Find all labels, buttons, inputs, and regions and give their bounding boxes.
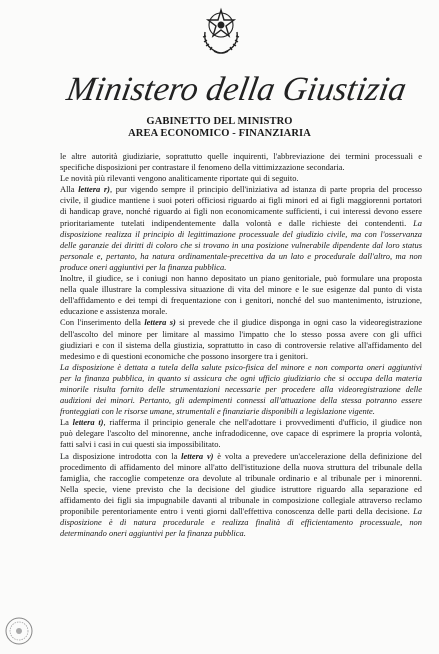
text-line: dell'ascolto del minore per limitare al massimo l'impatto che lo stesso possa avere con gli uffici: [60, 328, 422, 339]
text-line: Inoltre, il giudice, se i coniugi non hanno depositato un piano genitoriale, può formulare una proposta: [60, 273, 422, 284]
logo-text: Ministero della Giustizia: [63, 70, 410, 108]
text-line: educazione e assistenza morale.: [60, 306, 168, 317]
text-line: le altre autorità giudiziarie, soprattutto quelle inquirenti, l'abbreviazione dei termini processuali e: [60, 151, 422, 161]
ministry-logo: [63, 64, 410, 116]
text-line: giudiziari e con il sistema della giustizia, soprattutto in caso di controversie relative all'affidamento del: [60, 339, 422, 350]
text-line: medesimo e di questioni economiche che possono insorgere tra i genitori.: [60, 350, 308, 361]
area-title: AREA ECONOMICO - FINANZIARIA: [128, 128, 311, 139]
text-line: specifiche disposizioni per contrastare il fenomeno della vittimizzazione secondaria.: [60, 162, 345, 173]
text-line: dell'affidamento e dei tempi di frequentazione con i genitori, nonché del suo mantenimento, istruzione,: [60, 295, 422, 306]
text-line: Le novità più rilevanti vengono analiticamente riportate qui di seguito.: [60, 173, 299, 184]
lettera-t-ref: lettera t): [72, 417, 104, 428]
text-line: determinando oneri aggiuntivi per la finanza pubblica.: [60, 528, 246, 539]
text-line: nella quale illustrare la complessiva situazione di vita del minore e le sue esigenze dal punto di vista: [60, 284, 422, 295]
text-line: fatti salvi i casi in cui questi sia impossibilitato.: [60, 439, 221, 450]
text-line: personale e, pertanto, ha natura ordinamentale-precettiva da un lato e procedurale dall'altro, ma non: [60, 250, 422, 261]
text-line: di handicap grave, nonché riguardo ai figli non economicamente sufficienti, i cui interessi devono essere: [60, 206, 422, 217]
text-line: minorile risulta fornito delle strumentazioni necessarie per procedere alla videoregistrazione delle: [60, 383, 422, 394]
text-line: Nella specie, viene previsto che la decisione del giudice istruttore riguardo alla separazione ed: [60, 483, 422, 494]
text-line: produce oneri aggiuntivi per la finanza pubblica.: [60, 261, 227, 272]
text-line: disposizione realizza il principio di legittimazione processuale del giudizio civile, ma con l'osservanza: [60, 228, 422, 239]
text-line: Alla lettera r), pur vigendo sempre il principio dell'iniziativa ad istanza di parte propria del processo: [60, 184, 422, 195]
text-line: civile, il giudice mantiene i suoi poteri officiosi riguardo ai figli minori ed ai figli maggiorenni portatori: [60, 195, 422, 206]
text-line: La lettera t), riafferma il principio generale che nell'adottare i provvedimenti d'ufficio, il giudice non: [60, 417, 422, 428]
text-line: per la finanza pubblica, in quanto si assicura che ogni ufficio giudiziario che si occupa della materia: [60, 372, 422, 383]
text-line: audizioni dei minori. Pertanto, gli adempimenti connessi all'attuazione della stessa potranno essere: [60, 395, 422, 406]
cabinet-title: GABINETTO DEL MINISTRO: [146, 116, 293, 127]
document-body: [60, 151, 422, 539]
text-line: disposizione è di natura procedurale e realizza finalità di efficientamento processuale, non: [60, 517, 422, 528]
text-line: delle garanzie dei diritti di coloro che si trovano in una posizione vulnerabile dipendente dal loro status: [60, 239, 422, 250]
text-line: proponibile perentoriamente entro i venti giorni dall'effettiva conoscenza delle parti della decisione. La: [60, 506, 422, 516]
text-line: La disposizione è dettata a tutela della salute psico-fisica del minore e non comporta oneri aggiuntivi: [60, 361, 422, 372]
text-line: procedimento di affidamento del minore all'atto dell'istituzione della nuova struttura del tribunale della: [60, 461, 422, 472]
text-line: può delegare l'ascolto del minorenne, anche infradodicenne, ove capace di esprimere la propria volontà,: [60, 428, 422, 439]
lettera-v-ref: lettera v): [181, 450, 214, 461]
lettera-r-ref: lettera r): [78, 184, 110, 195]
text-line: prioritariamente tutelati indipendentemente dalla volontà e dalle richieste dei contendenti. La: [60, 217, 422, 228]
text-line: La disposizione introdotta con la lettera v) è volta a prevedere un'accelerazione della definizione del: [60, 450, 422, 461]
text-line: fronteggiati con le risorse umane, strumentali e finanziarie disponibili a legislazione vigente.: [60, 406, 375, 417]
italian-republic-emblem-icon: [199, 6, 243, 56]
official-stamp-icon: [4, 616, 34, 646]
lettera-s-ref: lettera s): [144, 317, 176, 328]
text-line: affidamento dei figli sia impugnabile davanti al tribunale in composizione collegiale attraverso reclamo: [60, 494, 422, 505]
text-line: Con l'inserimento della lettera s) si prevede che il giudice disponga in ogni caso la videoregistrazione: [60, 317, 422, 328]
text-line: famiglia, che raccoglie competenze ora devolute al tribunale ordinario e al tribunale per i minorenni.: [60, 472, 422, 483]
